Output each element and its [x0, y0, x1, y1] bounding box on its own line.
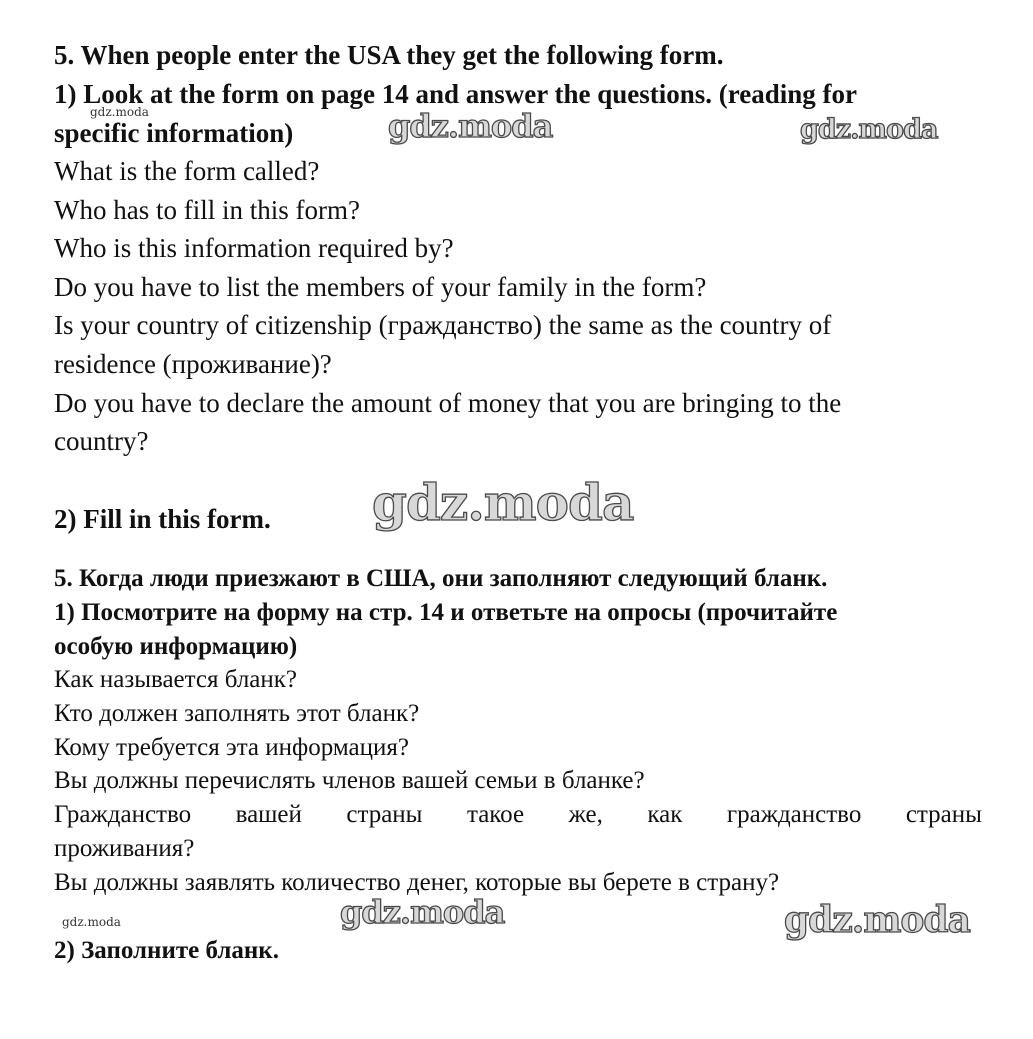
justified-word: страны — [346, 801, 423, 828]
question-ru-3: Кому требуется эта информация? — [54, 734, 409, 761]
justified-word: гражданство — [726, 801, 862, 828]
task-title-ru: 5. Когда люди приезжают в США, они заполняют следующий бланк. — [54, 565, 828, 592]
question-ru-5-line1 — [54, 802, 982, 827]
question-en-1: What is the form called? — [54, 156, 320, 186]
justified-word: такое — [466, 801, 525, 828]
watermark: gdz.moda — [340, 893, 505, 931]
question-ru-4: Вы должны перечислять членов вашей семьи в бланке? — [54, 767, 645, 794]
watermark-small: gdz.moda — [90, 105, 149, 119]
subtask1-heading-en-line2: specific information) — [54, 118, 294, 148]
question-en-5-line2: residence (проживание)? — [54, 349, 332, 379]
question-en-6-line2: country? — [54, 426, 149, 456]
justified-word: Гражданство — [54, 801, 192, 828]
justified-word: же, — [568, 801, 603, 828]
watermark: gdz.moda — [800, 114, 938, 145]
justified-word: как — [647, 801, 683, 828]
watermark-large: gdz.moda — [372, 473, 634, 532]
question-ru-6: Вы должны заявлять количество денег, которые вы берете в страну? — [54, 869, 780, 896]
question-en-2: Who has to fill in this form? — [54, 195, 360, 225]
watermark-small: gdz.moda — [62, 915, 121, 929]
task-title-en: 5. When people enter the USA they get the following form. — [54, 40, 724, 70]
question-en-5-line1: Is your country of citizenship (гражданство) the same as the country of — [54, 310, 832, 340]
subtask1-heading-ru-line2: особую информацию) — [54, 633, 298, 660]
question-ru-1: Как называется бланк? — [54, 666, 298, 693]
question-ru-2: Кто должен заполнять этот бланк? — [54, 700, 420, 727]
question-ru-5-line2: проживания? — [54, 835, 195, 862]
justified-word: страны — [905, 801, 982, 828]
question-en-3: Who is this information required by? — [54, 233, 454, 263]
subtask1-heading-ru-line1: 1) Посмотрите на форму на стр. 14 и ответьте на опросы (прочитайте — [54, 599, 838, 626]
subtask2-heading-en: 2) Fill in this form. — [54, 504, 271, 534]
justified-word: вашей — [235, 801, 302, 828]
question-en-6-line1: Do you have to declare the amount of money that you are bringing to the — [54, 388, 842, 418]
watermark: gdz.moda — [784, 899, 970, 941]
watermark: gdz.moda — [388, 107, 553, 145]
subtask2-heading-ru: 2) Заполните бланк. — [54, 937, 279, 964]
question-en-4: Do you have to list the members of your family in the form? — [54, 272, 707, 302]
subtask1-heading-en-line1: 1) Look at the form on page 14 and answer the questions. (reading for — [54, 79, 858, 109]
